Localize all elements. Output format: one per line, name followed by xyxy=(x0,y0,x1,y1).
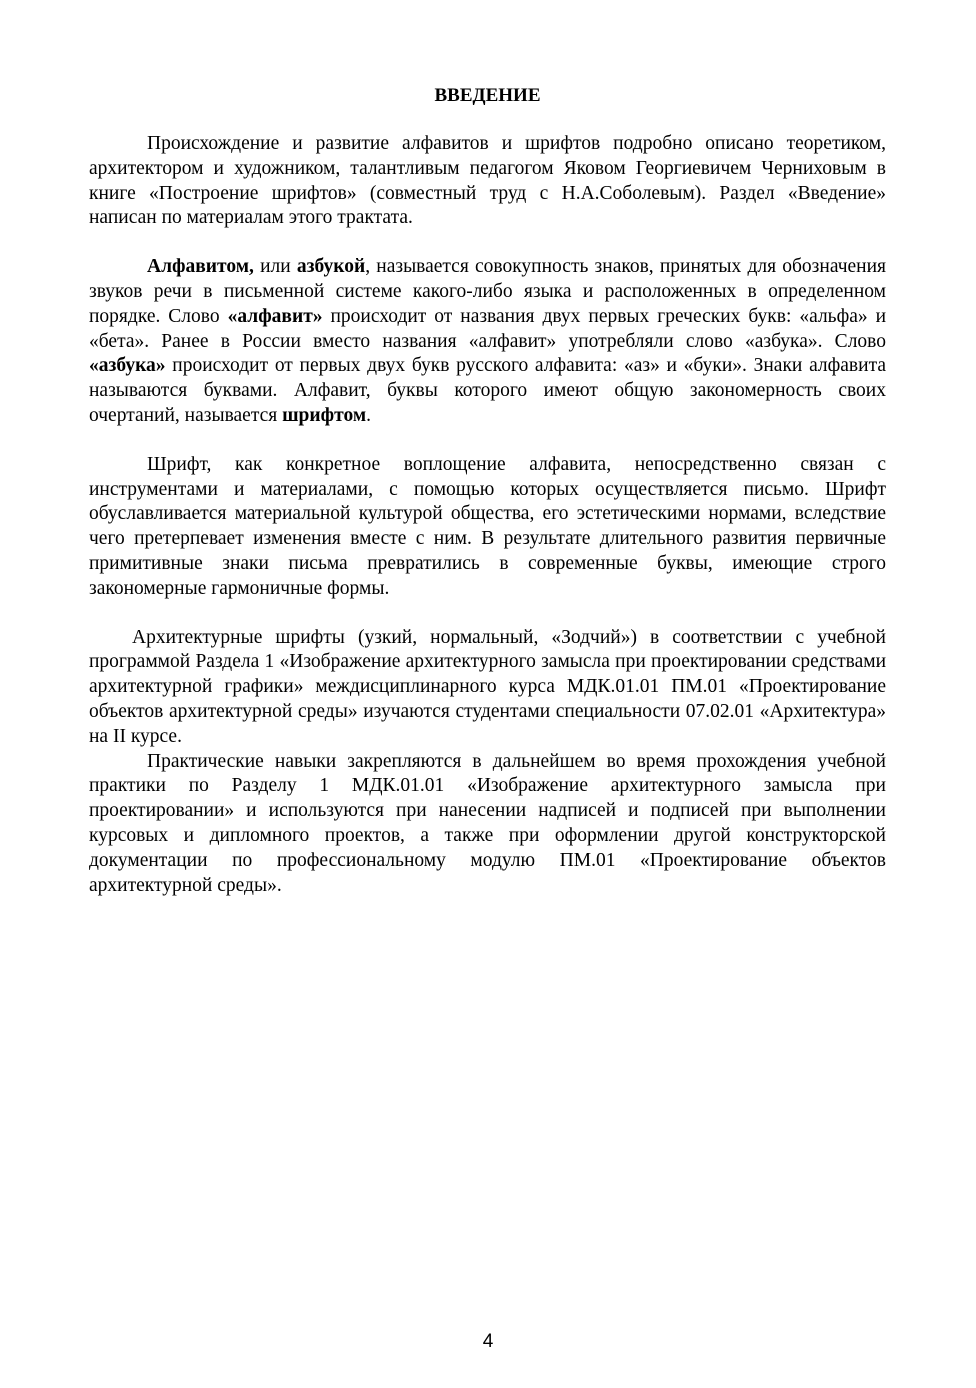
paragraph-font-evolution: Шрифт, как конкретное воплощение алфавита, непосредственно связан с инструментами и материалами, с помощью которых осуществляется письмо. Шрифт обуславливается материальной культурой общества, его эстетическими нормами, вследствие чего претерпевает изменения вместе с ним. В результате длительного развития первичные примитивные знаки письма превратились в современные буквы, имеющие строго закономерные гармоничные формы. xyxy=(89,453,886,599)
text-fragment: происходит от названия двух первых греческих букв: «альфа» и «бета». Ранее в России вместо названия «алфавит» употребляли слово «азбука». Слово xyxy=(89,305,887,352)
term-font: шрифтом xyxy=(282,404,367,426)
text-fragment: . xyxy=(366,404,371,426)
text-fragment: или xyxy=(253,256,297,278)
term-azbuka: азбукой xyxy=(296,256,366,278)
section-heading: ВВЕДЕНИЕ xyxy=(434,85,541,106)
paragraph-architectural-fonts: Архитектурные шрифты (узкий, нормальный, «Зодчий») в соответствии с учебной программой Раздела 1 «Изображение архитектурного замысла при проектировании средствами архитектурной графики» междисциплинарного курса МДК.01.01 ПМ.01 «Проектирование объектов архитектурной среды» изучаются студентами специальности 07.02.01 «Архитектура» на II курсе. xyxy=(89,626,886,747)
text-fragment: происходит от первых двух букв русского алфавита: «аз» и «буки». Знаки алфавита называются буквами. Алфавит, буквы которого имеют общую закономерность своих очертаний, называется xyxy=(89,355,886,426)
paragraph-origin: Происхождение и развитие алфавитов и шрифтов подробно описано теоретиком, архитектором и художником, талантливым педагогом Яковом Георгиевичем Черниховым в книге «Построение шрифтов» (совместный труд с Н.А.Соболевым). Раздел «Введение» написан по материалам этого трактата. xyxy=(89,133,886,229)
term-alphabet: Алфавитом, xyxy=(147,256,254,278)
paragraph-alphabet-definition xyxy=(89,255,886,429)
term-alphabet-quoted: «алфавит» xyxy=(227,305,323,327)
page-content xyxy=(89,82,886,898)
text-fragment: , называется совокупность знаков, принятых для обозначения звуков речи в письменной системе какого-либо языка и расположенных в определенном порядке. Слово xyxy=(89,256,886,327)
page-number: 4 xyxy=(482,1331,494,1352)
paragraph-practical-skills: Практические навыки закрепляются в дальнейшем во время прохождения учебной практики по Разделу 1 МДК.01.01 «Изображение архитектурного замысла при проектировании» и используются при нанесении надписей и подписей при выполнении курсовых и дипломного проектов, а также при оформлении другой конструкторской документации по профессиональному модулю ПМ.01 «Проектирование объектов архитектурной среды». xyxy=(89,750,886,896)
term-azbuka-quoted: «азбука» xyxy=(89,355,166,377)
